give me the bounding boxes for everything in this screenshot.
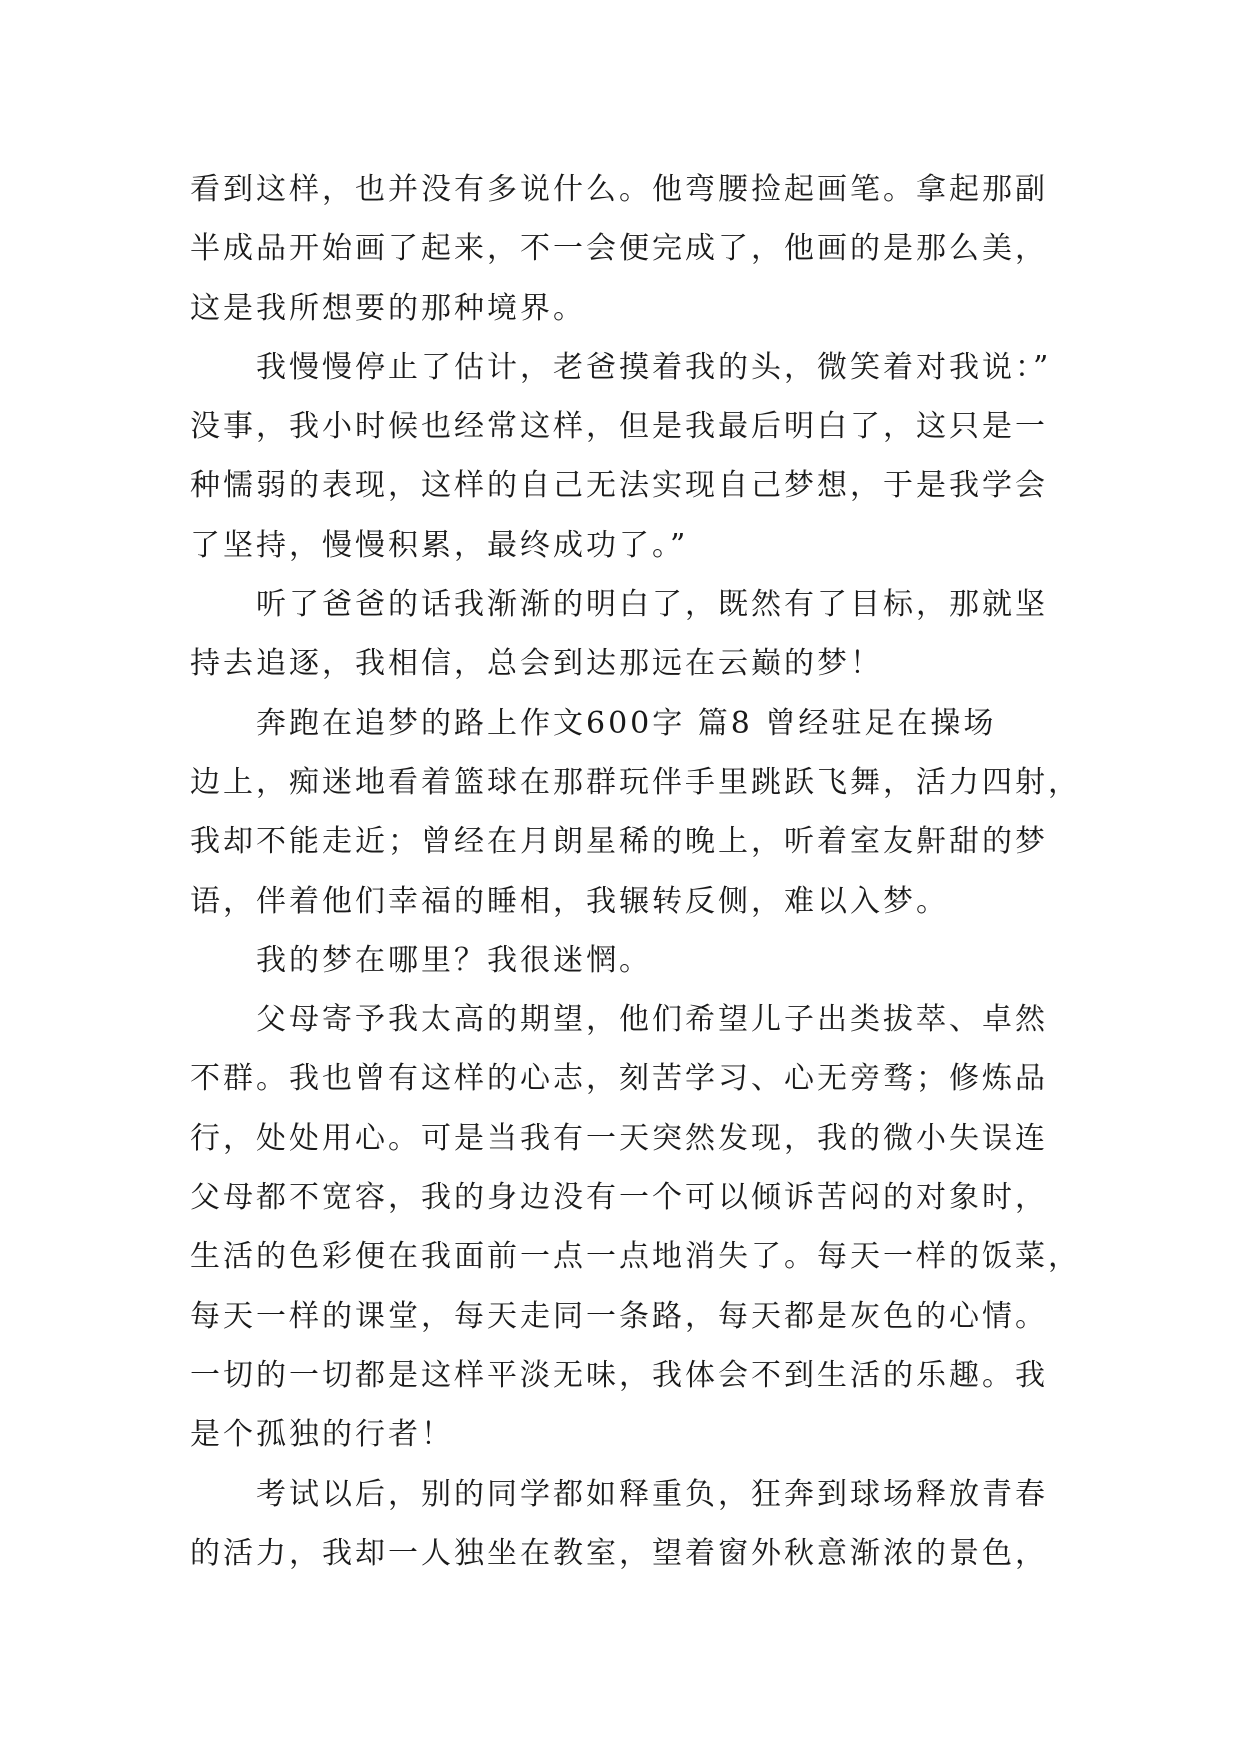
text-line: 不群。我也曾有这样的心志，刻苦学习、心无旁骛；修炼品 [190, 1061, 1048, 1097]
text-line: 考试以后，别的同学都如释重负，狂奔到球场释放青春 [256, 1476, 1048, 1512]
text-line: 父母寄予我太高的期望，他们希望儿子出类拔萃、卓然 [256, 1002, 1048, 1038]
text-line: 看到这样，也并没有多说什么。他弯腰捡起画笔。拿起那副 [190, 172, 1048, 207]
text-line: 没事，我小时候也经常这样，但是我最后明白了，这只是一 [190, 409, 1048, 445]
text-line: 这是我所想要的那种境界。 [190, 290, 586, 326]
essay-heading-line: 奔跑在追梦的路上作文600字 篇8 曾经驻足在操场 [256, 705, 997, 741]
text-line: 一切的一切都是这样平淡无味，我体会不到生活的乐趣。我 [190, 1357, 1048, 1393]
text-line: 了坚持，慢慢积累，最终成功了。” [190, 527, 689, 563]
text-line: 行，处处用心。可是当我有一天突然发现，我的微小失误连 [190, 1120, 1048, 1156]
text-line: 的活力，我却一人独坐在教室，望着窗外秋意渐浓的景色， [190, 1535, 1048, 1571]
text-line: 生活的色彩便在我面前一点一点地消失了。每天一样的饭菜， [190, 1239, 1081, 1275]
text-line: 父母都不宽容，我的身边没有一个可以倾诉苦闷的对象时， [190, 1180, 1048, 1216]
text-line: 边上，痴迷地看着篮球在那群玩伴手里跳跃飞舞，活力四射， [190, 764, 1081, 800]
essay-body [190, 160, 1081, 1583]
text-line: 听了爸爸的话我渐渐的明白了，既然有了目标，那就坚 [256, 587, 1048, 623]
text-line: 持去追逐，我相信，总会到达那远在云巅的梦！ [190, 646, 883, 682]
text-line: 半成品开始画了起来，不一会便完成了，他画的是那么美， [190, 231, 1048, 267]
text-line: 种懦弱的表现，这样的自己无法实现自己梦想，于是我学会 [190, 468, 1048, 504]
text-line: 我却不能走近；曾经在月朗星稀的晚上，听着室友鼾甜的梦 [190, 824, 1048, 860]
text-line: 是个孤独的行者！ [190, 1417, 454, 1453]
text-line: 每天一样的课堂，每天走同一条路，每天都是灰色的心情。 [190, 1298, 1048, 1334]
text-line: 我慢慢停止了估计，老爸摸着我的头，微笑着对我说：” [256, 349, 1052, 385]
text-line: 我的梦在哪里？我很迷惘。 [256, 942, 652, 978]
text-line: 语，伴着他们幸福的睡相，我辗转反侧，难以入梦。 [190, 883, 949, 919]
